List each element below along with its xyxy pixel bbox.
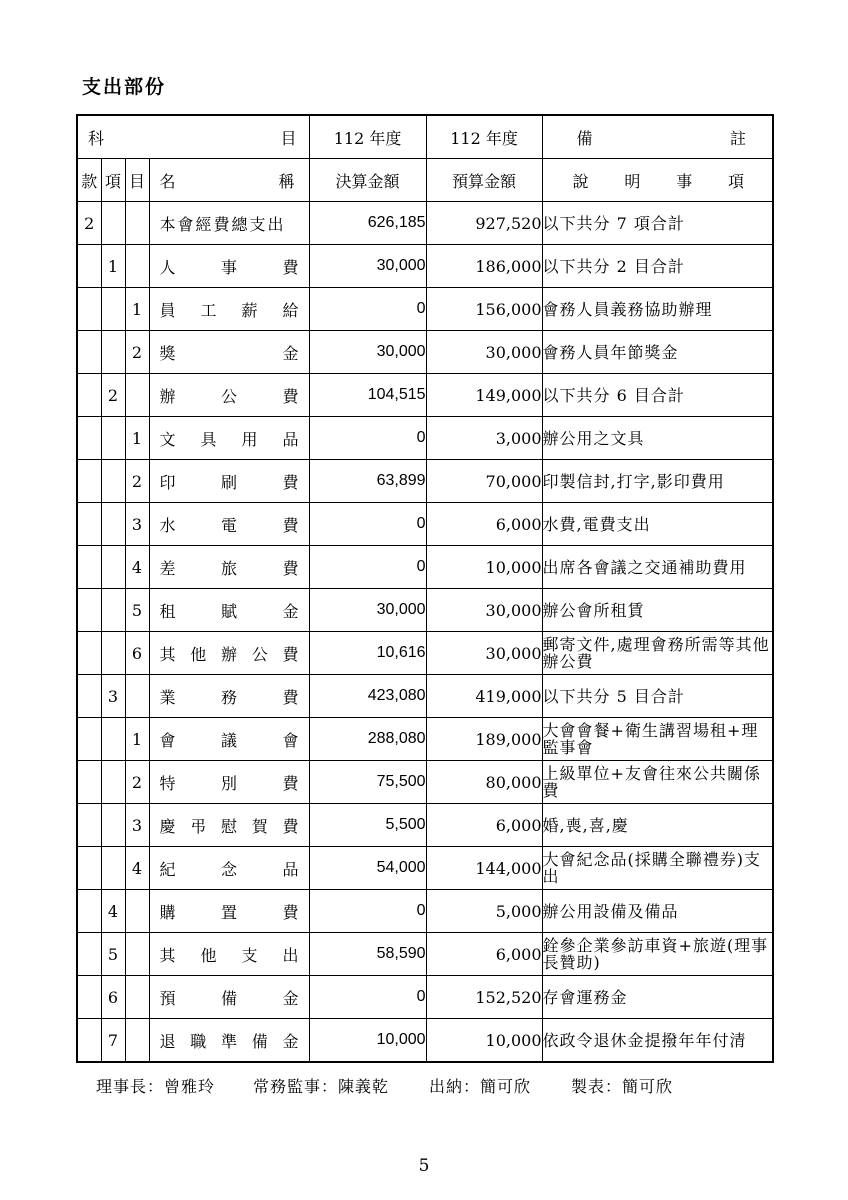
table-row bbox=[77, 804, 773, 847]
budget-year-header: 112 年度 bbox=[426, 115, 542, 159]
xiang-cell: 2 bbox=[101, 374, 125, 417]
item-name bbox=[150, 857, 309, 880]
final-amount-cell: 0 bbox=[309, 546, 426, 589]
remark-cell: 辦公用之文具 bbox=[542, 417, 773, 460]
item-name-cell bbox=[149, 417, 309, 460]
xiang-cell: 7 bbox=[101, 1019, 125, 1063]
remark-cell: 印製信封,打字,影印費用 bbox=[542, 460, 773, 503]
kuan-cell bbox=[77, 460, 101, 503]
final-amount-cell: 10,000 bbox=[309, 1019, 426, 1063]
item-name-char: 備 bbox=[251, 1031, 268, 1051]
remark-cell: 以下共分 7 項合計 bbox=[542, 202, 773, 245]
mu-cell: 3 bbox=[125, 503, 149, 546]
remark-left-label: 備 bbox=[576, 128, 593, 148]
kuan-cell bbox=[77, 804, 101, 847]
mu-cell: 3 bbox=[125, 804, 149, 847]
item-name-char: 印 bbox=[159, 472, 176, 492]
item-name-char: 慰 bbox=[221, 816, 238, 836]
final-amount-cell: 0 bbox=[309, 288, 426, 331]
item-name bbox=[150, 814, 309, 837]
table-row bbox=[77, 374, 773, 417]
budget-amount-cell: 156,000 bbox=[426, 288, 542, 331]
mu-header: 目 bbox=[125, 159, 149, 202]
item-name-char: 費 bbox=[282, 386, 299, 406]
item-name-char: 品 bbox=[282, 859, 299, 879]
table-row bbox=[77, 761, 773, 804]
item-name-cell bbox=[149, 761, 309, 804]
item-name-char: 金 bbox=[282, 988, 299, 1008]
mu-cell bbox=[125, 890, 149, 933]
item-name-char: 弔 bbox=[190, 816, 207, 836]
remark-cell: 會務人員年節獎金 bbox=[542, 331, 773, 374]
item-name-cell bbox=[149, 331, 309, 374]
xiang-cell bbox=[101, 804, 125, 847]
remark-cell: 會務人員義務協助辦理 bbox=[542, 288, 773, 331]
remark-header-cell bbox=[542, 115, 773, 159]
header-row-2 bbox=[77, 159, 773, 202]
final-amount-cell: 626,185 bbox=[309, 202, 426, 245]
mu-cell: 2 bbox=[125, 460, 149, 503]
remark-cell: 水費,電費支出 bbox=[542, 503, 773, 546]
final-amount-header: 決算金額 bbox=[309, 159, 426, 202]
xiang-cell bbox=[101, 460, 125, 503]
item-name-char: 事 bbox=[221, 257, 238, 277]
item-name-cell bbox=[149, 288, 309, 331]
item-name bbox=[150, 900, 309, 923]
item-name-char: 工 bbox=[200, 300, 217, 320]
item-name-cell bbox=[149, 245, 309, 288]
item-name-char: 他 bbox=[190, 644, 207, 664]
item-name bbox=[150, 341, 309, 364]
item-name bbox=[150, 685, 309, 708]
xiang-cell: 1 bbox=[101, 245, 125, 288]
supervisor-signature: 常務監事：陳義乾 bbox=[253, 1077, 390, 1096]
xiang-cell: 4 bbox=[101, 890, 125, 933]
subject-left-label: 科 bbox=[88, 128, 105, 148]
item-name-char: 慶 bbox=[159, 816, 176, 836]
xiang-cell bbox=[101, 202, 125, 245]
kuan-cell bbox=[77, 976, 101, 1019]
kuan-cell bbox=[77, 245, 101, 288]
xiang-cell bbox=[101, 417, 125, 460]
remark-cell: 大會紀念品(採購全聯禮券)支出 bbox=[542, 847, 773, 890]
item-name-char: 購 bbox=[159, 902, 176, 922]
item-name-char: 給 bbox=[282, 300, 299, 320]
table-row bbox=[77, 890, 773, 933]
final-amount-cell: 75,500 bbox=[309, 761, 426, 804]
mu-cell: 1 bbox=[125, 718, 149, 761]
item-name-cell bbox=[149, 933, 309, 976]
item-name-char: 獎 bbox=[159, 343, 176, 363]
final-amount-cell: 54,000 bbox=[309, 847, 426, 890]
item-name bbox=[150, 513, 309, 536]
remark-cell: 大會會餐+衛生講習場租+理監事會 bbox=[542, 718, 773, 761]
item-name-char: 準 bbox=[221, 1031, 238, 1051]
item-name-char: 費 bbox=[282, 816, 299, 836]
budget-amount-cell: 5,000 bbox=[426, 890, 542, 933]
item-name-cell bbox=[149, 202, 309, 245]
item-name-char: 出 bbox=[282, 945, 299, 965]
mu-cell: 1 bbox=[125, 288, 149, 331]
item-name-char: 金 bbox=[282, 1031, 299, 1051]
item-name bbox=[150, 943, 309, 966]
kuan-cell bbox=[77, 847, 101, 890]
mu-cell: 5 bbox=[125, 589, 149, 632]
item-name-char: 具 bbox=[200, 429, 217, 449]
item-name-char: 退 bbox=[159, 1031, 176, 1051]
mu-cell bbox=[125, 245, 149, 288]
item-name-cell bbox=[149, 847, 309, 890]
budget-amount-cell: 419,000 bbox=[426, 675, 542, 718]
item-name bbox=[150, 470, 309, 493]
final-amount-cell: 0 bbox=[309, 976, 426, 1019]
table-row bbox=[77, 847, 773, 890]
mu-cell bbox=[125, 675, 149, 718]
final-amount-cell: 0 bbox=[309, 890, 426, 933]
item-name-char: 費 bbox=[282, 558, 299, 578]
item-name-char: 辦 bbox=[159, 386, 176, 406]
name-right-label: 稱 bbox=[278, 171, 295, 191]
budget-amount-cell: 70,000 bbox=[426, 460, 542, 503]
budget-amount-cell: 6,000 bbox=[426, 804, 542, 847]
signature-line bbox=[96, 1074, 673, 1097]
budget-amount-cell: 10,000 bbox=[426, 546, 542, 589]
item-name-char: 務 bbox=[221, 687, 238, 707]
item-name-char: 其 bbox=[159, 644, 176, 664]
final-amount-cell: 5,500 bbox=[309, 804, 426, 847]
remark-cell: 存會運務金 bbox=[542, 976, 773, 1019]
item-name-char: 費 bbox=[282, 902, 299, 922]
mu-cell: 2 bbox=[125, 761, 149, 804]
item-name-cell bbox=[149, 460, 309, 503]
remark-char: 事 bbox=[676, 171, 693, 191]
item-name-char: 公 bbox=[251, 644, 268, 664]
mu-cell bbox=[125, 374, 149, 417]
chairman-signature: 理事長：曾雅玲 bbox=[96, 1077, 216, 1096]
final-amount-cell: 104,515 bbox=[309, 374, 426, 417]
kuan-cell bbox=[77, 288, 101, 331]
item-name-char: 置 bbox=[221, 902, 238, 922]
budget-amount-cell: 30,000 bbox=[426, 589, 542, 632]
item-name-char: 職 bbox=[190, 1031, 207, 1051]
item-name-char: 費 bbox=[282, 257, 299, 277]
xiang-cell: 3 bbox=[101, 675, 125, 718]
xiang-cell bbox=[101, 761, 125, 804]
item-name-char: 費 bbox=[282, 515, 299, 535]
item-name bbox=[150, 771, 309, 794]
item-name-cell bbox=[149, 976, 309, 1019]
item-name-char: 賦 bbox=[221, 601, 238, 621]
table-row bbox=[77, 245, 773, 288]
table-row bbox=[77, 546, 773, 589]
item-name-cell bbox=[149, 503, 309, 546]
item-name-char: 費 bbox=[282, 687, 299, 707]
budget-amount-cell: 6,000 bbox=[426, 933, 542, 976]
mu-cell: 4 bbox=[125, 847, 149, 890]
budget-amount-header: 預算金額 bbox=[426, 159, 542, 202]
item-name-char: 電 bbox=[221, 515, 238, 535]
budget-amount-cell: 10,000 bbox=[426, 1019, 542, 1063]
budget-amount-cell: 189,000 bbox=[426, 718, 542, 761]
table-row bbox=[77, 675, 773, 718]
item-name-char: 薪 bbox=[241, 300, 258, 320]
item-name bbox=[150, 427, 309, 450]
budget-amount-cell: 30,000 bbox=[426, 331, 542, 374]
item-name-cell bbox=[149, 890, 309, 933]
table-row bbox=[77, 503, 773, 546]
remark-char: 明 bbox=[624, 171, 641, 191]
item-name-cell bbox=[149, 1019, 309, 1063]
item-name-char: 念 bbox=[221, 859, 238, 879]
table-row bbox=[77, 632, 773, 675]
item-name-char: 用 bbox=[241, 429, 258, 449]
kuan-cell bbox=[77, 374, 101, 417]
xiang-cell bbox=[101, 589, 125, 632]
item-name-cell bbox=[149, 804, 309, 847]
remark-cell: 依政令退休金提撥年年付清 bbox=[542, 1019, 773, 1063]
remark-cell: 以下共分 6 目合計 bbox=[542, 374, 773, 417]
remark-cell: 以下共分 2 目合計 bbox=[542, 245, 773, 288]
item-name-char: 會 bbox=[159, 730, 176, 750]
item-name-char: 水 bbox=[159, 515, 176, 535]
kuan-cell bbox=[77, 546, 101, 589]
item-name-char: 租 bbox=[159, 601, 176, 621]
table-row bbox=[77, 589, 773, 632]
final-amount-cell: 30,000 bbox=[309, 245, 426, 288]
final-amount-cell: 10,616 bbox=[309, 632, 426, 675]
kuan-cell bbox=[77, 632, 101, 675]
xiang-cell bbox=[101, 632, 125, 675]
item-name-char: 文 bbox=[159, 429, 176, 449]
mu-cell bbox=[125, 202, 149, 245]
final-amount-cell: 423,080 bbox=[309, 675, 426, 718]
final-year-header: 112 年度 bbox=[309, 115, 426, 159]
item-name-char: 特 bbox=[159, 773, 176, 793]
item-name bbox=[150, 642, 309, 665]
table-row bbox=[77, 202, 773, 245]
item-name bbox=[150, 556, 309, 579]
budget-amount-cell: 144,000 bbox=[426, 847, 542, 890]
item-name-char: 品 bbox=[282, 429, 299, 449]
item-name-cell bbox=[149, 718, 309, 761]
mu-cell: 2 bbox=[125, 331, 149, 374]
remark-cell: 婚,喪,喜,慶 bbox=[542, 804, 773, 847]
kuan-cell bbox=[77, 503, 101, 546]
item-name-cell bbox=[149, 675, 309, 718]
budget-amount-cell: 80,000 bbox=[426, 761, 542, 804]
item-name-char: 刷 bbox=[221, 472, 238, 492]
kuan-cell bbox=[77, 1019, 101, 1063]
item-name bbox=[150, 728, 309, 751]
final-amount-cell: 58,590 bbox=[309, 933, 426, 976]
kuan-cell: 2 bbox=[77, 202, 101, 245]
section-heading: 支出部份 bbox=[82, 76, 167, 98]
kuan-cell bbox=[77, 589, 101, 632]
cashier-signature: 出納：簡可欣 bbox=[429, 1077, 532, 1096]
remark-cell: 出席各會議之交通補助費用 bbox=[542, 546, 773, 589]
xiang-cell bbox=[101, 331, 125, 374]
item-name-char: 本會經費總支出 bbox=[159, 214, 286, 234]
item-name-cell bbox=[149, 374, 309, 417]
final-amount-cell: 30,000 bbox=[309, 331, 426, 374]
remark-char: 說 bbox=[572, 171, 589, 191]
item-name bbox=[150, 986, 309, 1009]
remark-desc-header bbox=[542, 159, 773, 202]
table-row bbox=[77, 331, 773, 374]
item-name-char: 會 bbox=[282, 730, 299, 750]
budget-amount-cell: 152,520 bbox=[426, 976, 542, 1019]
remark-cell: 銓參企業參訪車資+旅遊(理事長贊助) bbox=[542, 933, 773, 976]
item-name-cell bbox=[149, 546, 309, 589]
expenditure-table bbox=[76, 114, 774, 1063]
table-row bbox=[77, 1019, 773, 1063]
item-name-char: 差 bbox=[159, 558, 176, 578]
page-number: 5 bbox=[418, 1156, 430, 1176]
remark-cell: 辦公會所租賃 bbox=[542, 589, 773, 632]
name-left-label: 名 bbox=[159, 171, 176, 191]
header-row-1 bbox=[77, 115, 773, 159]
xiang-cell bbox=[101, 288, 125, 331]
kuan-cell bbox=[77, 890, 101, 933]
item-name-char: 金 bbox=[282, 601, 299, 621]
xiang-header: 項 bbox=[101, 159, 125, 202]
remark-cell: 郵寄文件,處理會務所需等其他辦公費 bbox=[542, 632, 773, 675]
name-header-cell bbox=[149, 159, 309, 202]
item-name-cell bbox=[149, 632, 309, 675]
budget-amount-cell: 927,520 bbox=[426, 202, 542, 245]
item-name-char: 他 bbox=[200, 945, 217, 965]
remark-char: 項 bbox=[728, 171, 745, 191]
mu-cell bbox=[125, 1019, 149, 1063]
budget-amount-cell: 3,000 bbox=[426, 417, 542, 460]
kuan-cell bbox=[77, 761, 101, 804]
final-amount-cell: 0 bbox=[309, 417, 426, 460]
preparer-signature: 製表：簡可欣 bbox=[571, 1077, 674, 1096]
item-name-char: 賀 bbox=[251, 816, 268, 836]
item-name-char: 備 bbox=[221, 988, 238, 1008]
item-name bbox=[150, 212, 309, 235]
kuan-cell bbox=[77, 331, 101, 374]
xiang-cell bbox=[101, 718, 125, 761]
item-name-cell bbox=[149, 589, 309, 632]
remark-right-label: 註 bbox=[730, 128, 747, 148]
item-name-char: 其 bbox=[159, 945, 176, 965]
remark-cell: 辦公用設備及備品 bbox=[542, 890, 773, 933]
subject-header-cell bbox=[77, 115, 309, 159]
item-name bbox=[150, 1029, 309, 1052]
item-name bbox=[150, 599, 309, 622]
remark-cell: 上級單位+友會往來公共關係費 bbox=[542, 761, 773, 804]
budget-amount-cell: 149,000 bbox=[426, 374, 542, 417]
item-name-char: 業 bbox=[159, 687, 176, 707]
final-amount-cell: 288,080 bbox=[309, 718, 426, 761]
item-name-char: 公 bbox=[221, 386, 238, 406]
item-name-char: 金 bbox=[282, 343, 299, 363]
mu-cell: 6 bbox=[125, 632, 149, 675]
table-row bbox=[77, 933, 773, 976]
mu-cell: 4 bbox=[125, 546, 149, 589]
kuan-cell bbox=[77, 933, 101, 976]
mu-cell bbox=[125, 976, 149, 1019]
final-amount-cell: 30,000 bbox=[309, 589, 426, 632]
item-name-char: 費 bbox=[282, 773, 299, 793]
xiang-cell bbox=[101, 847, 125, 890]
item-name bbox=[150, 384, 309, 407]
remark-cell: 以下共分 5 目合計 bbox=[542, 675, 773, 718]
kuan-cell bbox=[77, 417, 101, 460]
xiang-cell: 5 bbox=[101, 933, 125, 976]
table-row bbox=[77, 460, 773, 503]
item-name bbox=[150, 298, 309, 321]
budget-amount-cell: 6,000 bbox=[426, 503, 542, 546]
mu-cell bbox=[125, 933, 149, 976]
item-name-char: 費 bbox=[282, 644, 299, 664]
table-row bbox=[77, 288, 773, 331]
item-name-char: 支 bbox=[241, 945, 258, 965]
item-name-char: 費 bbox=[282, 472, 299, 492]
subject-right-label: 目 bbox=[280, 128, 297, 148]
xiang-cell bbox=[101, 546, 125, 589]
item-name-char: 人 bbox=[159, 257, 176, 277]
item-name bbox=[150, 255, 309, 278]
xiang-cell bbox=[101, 503, 125, 546]
budget-amount-cell: 30,000 bbox=[426, 632, 542, 675]
item-name-char: 辦 bbox=[221, 644, 238, 664]
item-name-char: 員 bbox=[159, 300, 176, 320]
item-name-char: 預 bbox=[159, 988, 176, 1008]
item-name-char: 旅 bbox=[221, 558, 238, 578]
item-name-char: 別 bbox=[221, 773, 238, 793]
item-name-char: 紀 bbox=[159, 859, 176, 879]
item-name-char: 議 bbox=[221, 730, 238, 750]
mu-cell: 1 bbox=[125, 417, 149, 460]
table-row bbox=[77, 417, 773, 460]
table-row bbox=[77, 718, 773, 761]
final-amount-cell: 0 bbox=[309, 503, 426, 546]
table-row bbox=[77, 976, 773, 1019]
kuan-header: 款 bbox=[77, 159, 101, 202]
budget-amount-cell: 186,000 bbox=[426, 245, 542, 288]
final-amount-cell: 63,899 bbox=[309, 460, 426, 503]
xiang-cell: 6 bbox=[101, 976, 125, 1019]
kuan-cell bbox=[77, 718, 101, 761]
kuan-cell bbox=[77, 675, 101, 718]
